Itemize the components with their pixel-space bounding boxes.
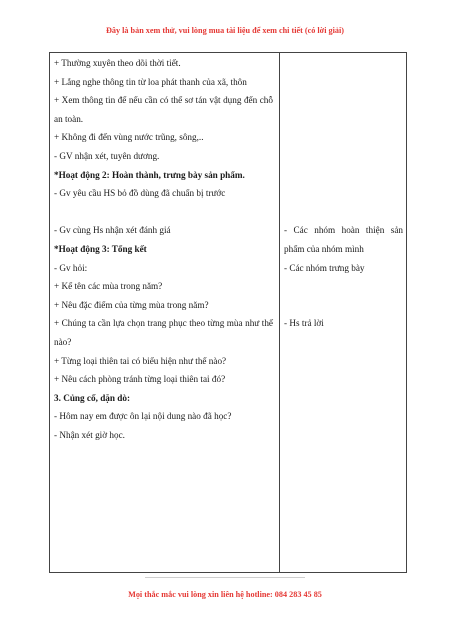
line-gv-request: - Gv yêu cầu HS bỏ đồ dùng đã chuẩn bị trước (54, 188, 226, 199)
footer-divider (145, 577, 305, 578)
line-review: - Hôm nay em được ôn lại nội dung nào đã học? (54, 411, 232, 422)
heading-consolidation: 3. Củng cố, dặn dò: (54, 392, 131, 403)
line-gv-comment: - GV nhận xét, tuyên dương. (54, 150, 160, 161)
heading-activity-2: *Hoạt động 2: Hoàn thành, trưng bày sản phẩm. (54, 169, 245, 180)
line-avoid-water: + Không đi đến vùng nước trũng, sông,.. (54, 132, 204, 143)
teacher-activities-column (54, 54, 273, 444)
heading-activity-3: *Hoạt động 3: Tổng kết (54, 243, 147, 254)
column-divider (279, 53, 280, 572)
preview-notice: Đây là bản xem thử, vui lòng mua tài liệu để xem chi tiết (có lời giải) (105, 26, 344, 35)
line-gv-ask: - Gv hỏi: (54, 262, 88, 273)
line-groups-display: - Các nhóm trưng bày (284, 262, 365, 273)
line-students-answer: - Hs trả lời (284, 318, 324, 329)
question-disaster-prevention: + Nêu cách phòng tránh từng loại thiên tai đó? (54, 374, 226, 385)
lesson-table (49, 52, 407, 573)
question-season-traits: + Nêu đặc điểm của từng mùa trong năm? (54, 299, 209, 310)
hotline-notice: Mọi thắc mắc vui lòng xin liên hệ hotline: 084 283 45 85 (128, 590, 322, 599)
line-evacuate: + Xem thông tin để nếu cần có thể sơ tán vật dụng đến chỗ an toàn. (54, 95, 273, 124)
line-groups-complete: - Các nhóm hoàn thiện sản phẩm của nhóm mình (284, 225, 403, 254)
spacer (284, 54, 403, 221)
question-disaster-signs: + Từng loại thiên tai có biểu hiện như thế nào? (54, 355, 227, 366)
line-gv-evaluate: - Gv cùng Hs nhận xét đánh giá (54, 225, 171, 236)
spacer (54, 203, 273, 222)
spacer (284, 277, 403, 314)
student-activities-column (284, 54, 403, 333)
line-follow-weather: + Thường xuyên theo dõi thời tiết. (54, 58, 181, 68)
line-listen-radio: + Lắng nghe thông tin từ loa phát thanh của xã, thôn (54, 76, 247, 87)
line-class-comment: - Nhận xét giờ học. (54, 429, 125, 440)
question-clothing: + Chúng ta cần lựa chọn trang phục theo từng mùa như thế nào? (54, 318, 273, 347)
question-seasons: + Kể tên các mùa trong năm? (54, 281, 163, 292)
